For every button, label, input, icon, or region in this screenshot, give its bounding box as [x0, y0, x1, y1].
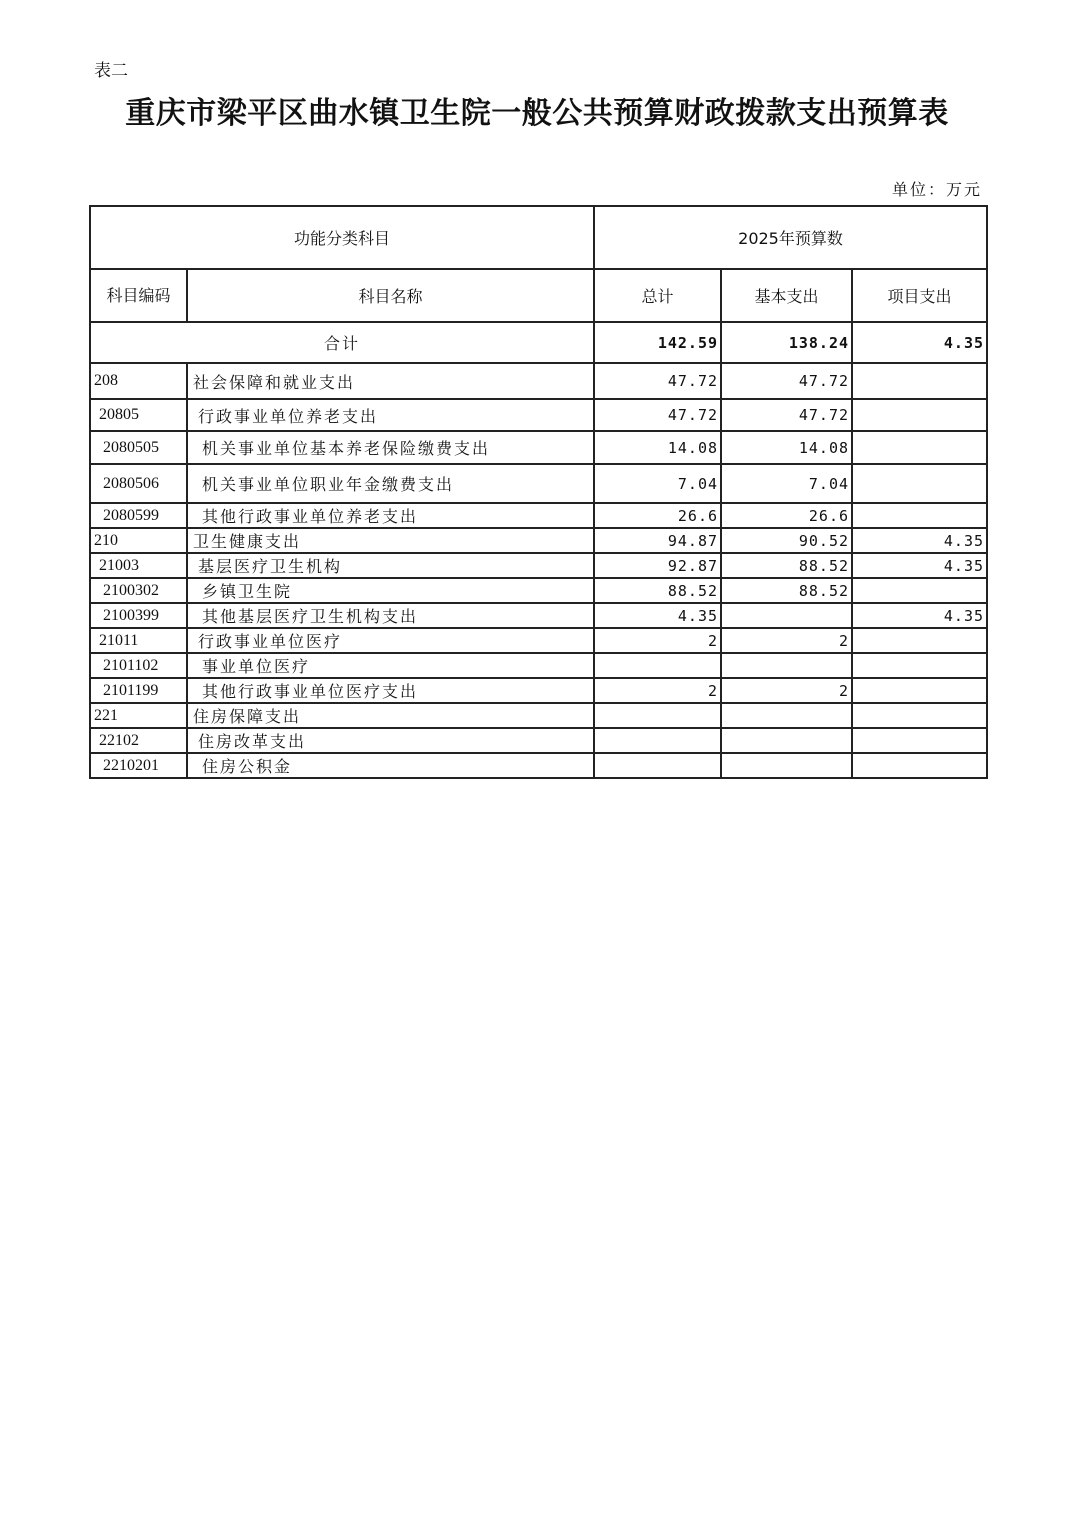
row-subject-code: 20805	[90, 399, 187, 431]
table-row	[90, 503, 987, 528]
table-row	[90, 653, 987, 678]
row-basic-expenditure: 47.72	[721, 399, 852, 431]
row-subject-code: 2210201	[90, 753, 187, 778]
table-row	[90, 753, 987, 778]
row-subject-name: 社会保障和就业支出	[187, 363, 594, 399]
header-total: 总计	[594, 269, 721, 322]
row-total: 94.87	[594, 528, 721, 553]
row-subject-name: 其他基层医疗卫生机构支出	[187, 603, 594, 628]
row-project-expenditure	[852, 431, 987, 464]
row-subject-name: 住房公积金	[187, 753, 594, 778]
row-project-expenditure: 4.35	[852, 553, 987, 578]
row-basic-expenditure: 2	[721, 628, 852, 653]
header-basic-expenditure: 基本支出	[721, 269, 852, 322]
row-subject-code: 221	[90, 703, 187, 728]
row-project-expenditure	[852, 464, 987, 503]
row-subject-name: 其他行政事业单位医疗支出	[187, 678, 594, 703]
row-subject-name: 卫生健康支出	[187, 528, 594, 553]
row-project-expenditure	[852, 363, 987, 399]
row-subject-name: 基层医疗卫生机构	[187, 553, 594, 578]
table-row	[90, 553, 987, 578]
row-subject-name: 机关事业单位职业年金缴费支出	[187, 464, 594, 503]
row-subject-code: 21003	[90, 553, 187, 578]
row-basic-expenditure: 47.72	[721, 363, 852, 399]
row-subject-name: 住房改革支出	[187, 728, 594, 753]
row-basic-expenditure	[721, 703, 852, 728]
row-subject-code: 210	[90, 528, 187, 553]
row-total: 2	[594, 628, 721, 653]
row-total: 92.87	[594, 553, 721, 578]
table-number-label: 表二	[94, 61, 128, 81]
row-total	[594, 703, 721, 728]
budget-table	[89, 205, 988, 779]
table-row	[90, 528, 987, 553]
summary-project: 4.35	[852, 322, 987, 363]
row-total	[594, 753, 721, 778]
row-total	[594, 728, 721, 753]
table-row	[90, 431, 987, 464]
table-body	[90, 363, 987, 778]
row-basic-expenditure	[721, 728, 852, 753]
row-project-expenditure	[852, 399, 987, 431]
row-basic-expenditure: 90.52	[721, 528, 852, 553]
row-subject-name: 住房保障支出	[187, 703, 594, 728]
table-row	[90, 464, 987, 503]
row-subject-code: 2080505	[90, 431, 187, 464]
row-subject-name: 机关事业单位基本养老保险缴费支出	[187, 431, 594, 464]
row-subject-code: 2080599	[90, 503, 187, 528]
table-row	[90, 678, 987, 703]
row-subject-code: 21011	[90, 628, 187, 653]
summary-basic: 138.24	[721, 322, 852, 363]
row-subject-name: 行政事业单位医疗	[187, 628, 594, 653]
row-total	[594, 653, 721, 678]
header-functional-classification: 功能分类科目	[90, 206, 594, 269]
row-total: 47.72	[594, 399, 721, 431]
table-row	[90, 578, 987, 603]
row-project-expenditure: 4.35	[852, 528, 987, 553]
row-subject-code: 2100302	[90, 578, 187, 603]
row-subject-code: 2101102	[90, 653, 187, 678]
row-project-expenditure	[852, 703, 987, 728]
row-project-expenditure	[852, 503, 987, 528]
page-title: 重庆市梁平区曲水镇卫生院一般公共预算财政拨款支出预算表	[125, 96, 949, 131]
row-subject-name: 行政事业单位养老支出	[187, 399, 594, 431]
unit-label: 单位：万元	[891, 180, 982, 199]
header-budget-year: 2025年预算数	[594, 206, 987, 269]
row-total: 7.04	[594, 464, 721, 503]
table-row	[90, 399, 987, 431]
row-basic-expenditure	[721, 603, 852, 628]
row-project-expenditure	[852, 653, 987, 678]
row-total: 4.35	[594, 603, 721, 628]
summary-label: 合计	[90, 322, 594, 363]
row-basic-expenditure: 88.52	[721, 578, 852, 603]
row-subject-code: 2100399	[90, 603, 187, 628]
table-row	[90, 363, 987, 399]
row-total: 88.52	[594, 578, 721, 603]
header-subject-name: 科目名称	[187, 269, 594, 322]
header-row-columns	[90, 269, 987, 322]
header-project-expenditure: 项目支出	[852, 269, 987, 322]
row-project-expenditure	[852, 678, 987, 703]
header-subject-code: 科目编码	[90, 269, 187, 322]
row-basic-expenditure: 14.08	[721, 431, 852, 464]
row-subject-name: 其他行政事业单位养老支出	[187, 503, 594, 528]
row-basic-expenditure	[721, 653, 852, 678]
row-basic-expenditure: 26.6	[721, 503, 852, 528]
row-subject-code: 2101199	[90, 678, 187, 703]
row-basic-expenditure: 7.04	[721, 464, 852, 503]
table-row	[90, 703, 987, 728]
row-subject-name: 乡镇卫生院	[187, 578, 594, 603]
row-subject-code: 2080506	[90, 464, 187, 503]
summary-total: 142.59	[594, 322, 721, 363]
row-project-expenditure	[852, 728, 987, 753]
row-total: 14.08	[594, 431, 721, 464]
row-subject-name: 事业单位医疗	[187, 653, 594, 678]
row-total: 26.6	[594, 503, 721, 528]
row-basic-expenditure	[721, 753, 852, 778]
row-total: 47.72	[594, 363, 721, 399]
row-basic-expenditure: 88.52	[721, 553, 852, 578]
summary-row	[90, 322, 987, 363]
header-row-group	[90, 206, 987, 269]
row-project-expenditure	[852, 578, 987, 603]
row-total: 2	[594, 678, 721, 703]
table-row	[90, 603, 987, 628]
table-row	[90, 628, 987, 653]
row-subject-code: 208	[90, 363, 187, 399]
row-project-expenditure: 4.35	[852, 603, 987, 628]
row-basic-expenditure: 2	[721, 678, 852, 703]
row-subject-code: 22102	[90, 728, 187, 753]
row-project-expenditure	[852, 753, 987, 778]
table-row	[90, 728, 987, 753]
row-project-expenditure	[852, 628, 987, 653]
